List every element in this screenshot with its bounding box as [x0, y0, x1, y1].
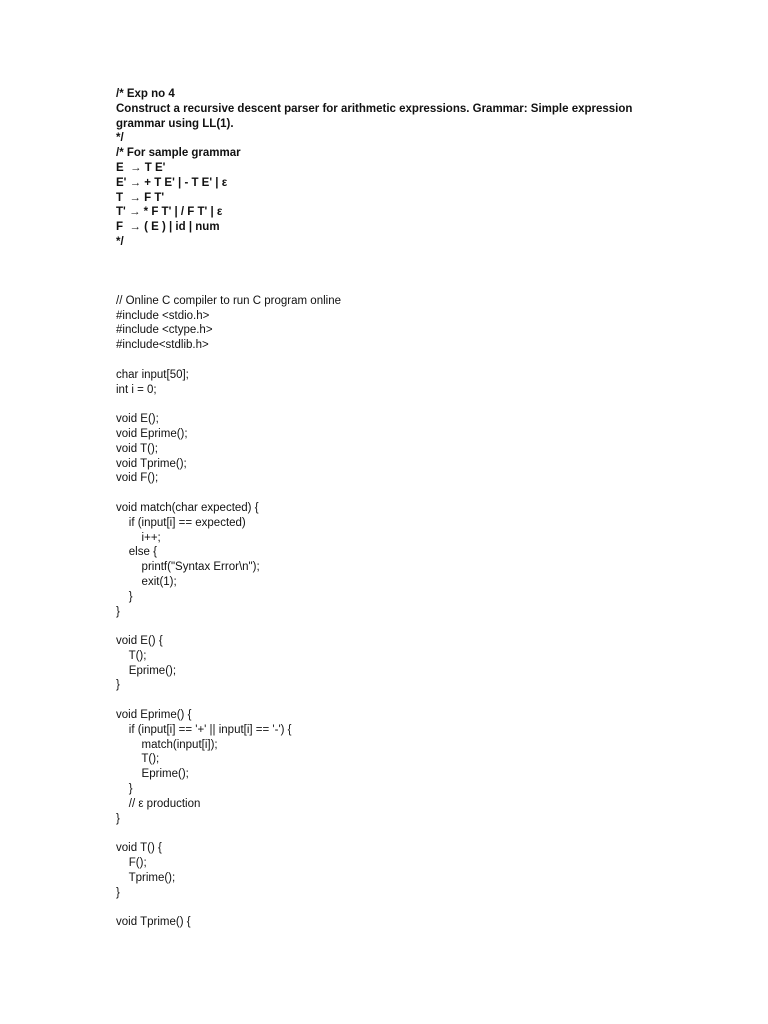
code-line: void match(char expected) {: [116, 501, 259, 514]
code-line: T();: [116, 649, 147, 662]
code-line: [116, 826, 656, 841]
code-line: }: [116, 590, 133, 603]
grammar-comment-open: /* For sample grammar: [116, 147, 241, 160]
code-line: }: [116, 679, 120, 692]
code-line: Eprime();: [116, 664, 177, 677]
code-line: }: [116, 812, 120, 825]
code-line: else {: [116, 546, 157, 559]
code-line: [116, 353, 656, 368]
code-line: void T() {: [116, 842, 162, 855]
code-line: [116, 693, 656, 708]
code-line: void Tprime() {: [116, 916, 191, 929]
code-line: [116, 397, 656, 412]
code-line: Eprime();: [116, 768, 189, 781]
code-line: F();: [116, 857, 147, 870]
grammar-rule: T' → * F T' | / F T' | ε: [116, 206, 223, 219]
experiment-description-line-1: Construct a recursive descent parser for arithmetic expressions. Grammar: Simple expression: [116, 102, 633, 115]
code-line: #include <ctype.h>: [116, 324, 213, 337]
code-line: void F();: [116, 472, 159, 485]
grammar-comment-close: */: [116, 235, 124, 248]
header-comment-open: /* Exp no 4: [116, 88, 175, 100]
code-line: }: [116, 783, 133, 796]
grammar-rule: F → ( E ) | id | num: [116, 221, 220, 234]
code-line: exit(1);: [116, 575, 177, 588]
code-line: void Tprime();: [116, 457, 187, 470]
code-line: }: [116, 886, 120, 899]
code-line: // Online C compiler to run C program online: [116, 294, 341, 307]
document-content: [116, 87, 656, 930]
code-line: printf("Syntax Error\n");: [116, 561, 260, 574]
grammar-rule: T → F T': [116, 191, 165, 204]
grammar-rule: E → T E': [116, 161, 166, 174]
experiment-description-line-2: grammar using LL(1).: [116, 117, 234, 130]
code-line: // ε production: [116, 797, 201, 810]
code-line: #include<stdlib.h>: [116, 339, 209, 352]
code-line: [116, 486, 656, 501]
code-line: [116, 619, 656, 634]
header-comment-close: */: [116, 132, 124, 145]
code-line: void Eprime();: [116, 427, 188, 440]
code-line: void Eprime() {: [116, 709, 192, 722]
code-line: if (input[i] == '+' || input[i] == '-') {: [116, 723, 292, 736]
code-line: #include <stdio.h>: [116, 309, 210, 322]
code-line: Tprime();: [116, 871, 176, 884]
code-line: if (input[i] == expected): [116, 516, 246, 529]
code-line: void T();: [116, 442, 158, 455]
code-line: [116, 900, 656, 915]
code-line: int i = 0;: [116, 383, 157, 396]
code-line: i++;: [116, 531, 161, 544]
code-line: }: [116, 605, 120, 618]
code-listing: [116, 294, 656, 930]
code-line: match(input[i]);: [116, 738, 218, 751]
code-line: void E() {: [116, 635, 163, 648]
code-line: T();: [116, 753, 160, 766]
code-line: char input[50];: [116, 368, 189, 381]
grammar-rule: E' → + T E' | - T E' | ε: [116, 176, 228, 189]
section-spacer: [116, 250, 656, 294]
code-line: void E();: [116, 413, 159, 426]
